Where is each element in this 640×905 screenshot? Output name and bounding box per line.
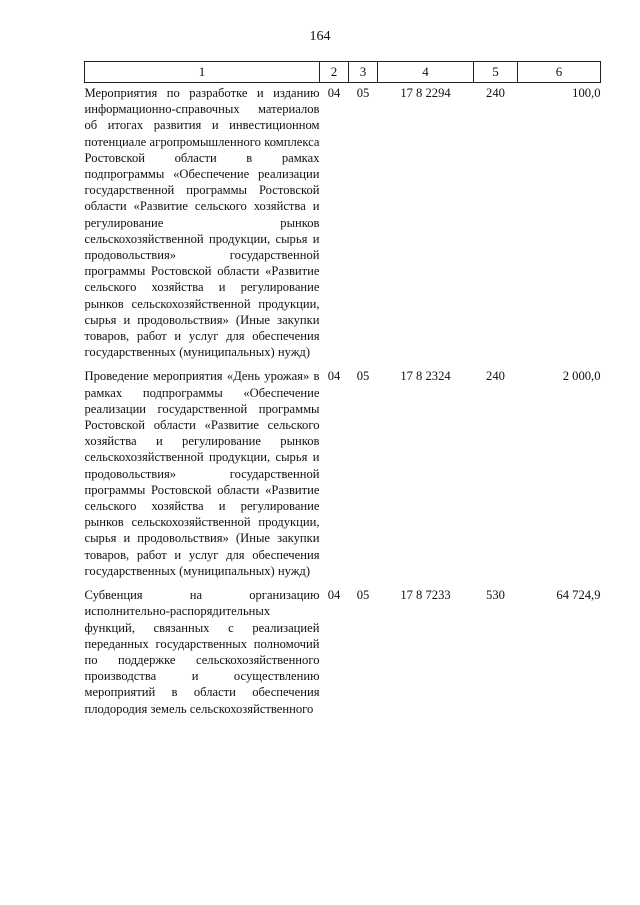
row-description: Субвенция на организацию исполнительно-распорядительных функций, связанных с реализацией переданных государственных полномочий по поддержке сельскохозяйственного производства и осуществлению мероприятий в области обеспечения плодородия земель сельскохозяйственного: [84, 588, 320, 716]
row-amount: 100,0: [572, 86, 601, 100]
row-subsection-code: 05: [356, 369, 370, 384]
row-target-article: 17 8 7233: [400, 588, 451, 603]
page-number: 164: [309, 29, 331, 44]
header-row: [85, 62, 601, 83]
row-amount: 64 724,9: [556, 588, 601, 603]
budget-table: [84, 61, 601, 717]
row-expense-type: 240: [486, 369, 505, 384]
col-header-3: 3: [349, 62, 378, 83]
col-header-4: 4: [378, 62, 474, 83]
row-expense-type: 530: [486, 588, 505, 603]
row-section-code: 04: [327, 588, 341, 603]
col-header-6: 6: [518, 62, 601, 83]
table-row: [85, 579, 601, 717]
row-section-code: 04: [327, 86, 341, 100]
row-subsection-code: 05: [356, 86, 370, 100]
row-description: Проведение мероприятия «День урожая» в рамках подпрограммы «Обеспечение реализации государственной программы Ростовской области «Развитие сельского хозяйства и регулирование рынков сельскохозяйственной продукции, сырья и продовольствия» государственной программы Ростовской области «Развитие сельского хозяйства и регулирование рынков сельскохозяйственной продукции, сырья и продовольствия» (Иные закупки товаров, работ и услуг для обеспечения государственных (муниципальных) нужд): [84, 369, 320, 578]
row-amount: 2 000,0: [562, 369, 601, 384]
row-target-article: 17 8 2324: [400, 369, 451, 384]
row-description: Мероприятия по разработке и изданию информационно-справочных материалов об итогах развития и инвестиционном потенциале агропромышленного комплекса Ростовской области в рамках подпрограммы «Обеспечение реализации государственной программы Ростовской области «Развитие сельского хозяйства и регулирование рынков сельскохозяйственной продукции, сырья и продовольствия» государственной программы Ростовской области «Развитие сельского хозяйства и регулирование рынков сельскохозяйственной продукции, сырья и продовольствия» (Иные закупки товаров, работ и услуг для обеспечения государственных (муниципальных) нужд): [84, 86, 320, 360]
col-header-2: 2: [320, 62, 349, 83]
col-header-5: 5: [474, 62, 518, 83]
row-subsection-code: 05: [356, 588, 370, 603]
row-section-code: 04: [327, 369, 341, 384]
row-target-article: 17 8 2294: [400, 86, 451, 100]
table-row: [85, 360, 601, 579]
row-expense-type: 240: [486, 86, 505, 100]
col-header-1: 1: [85, 62, 320, 83]
table-row: [85, 83, 601, 361]
